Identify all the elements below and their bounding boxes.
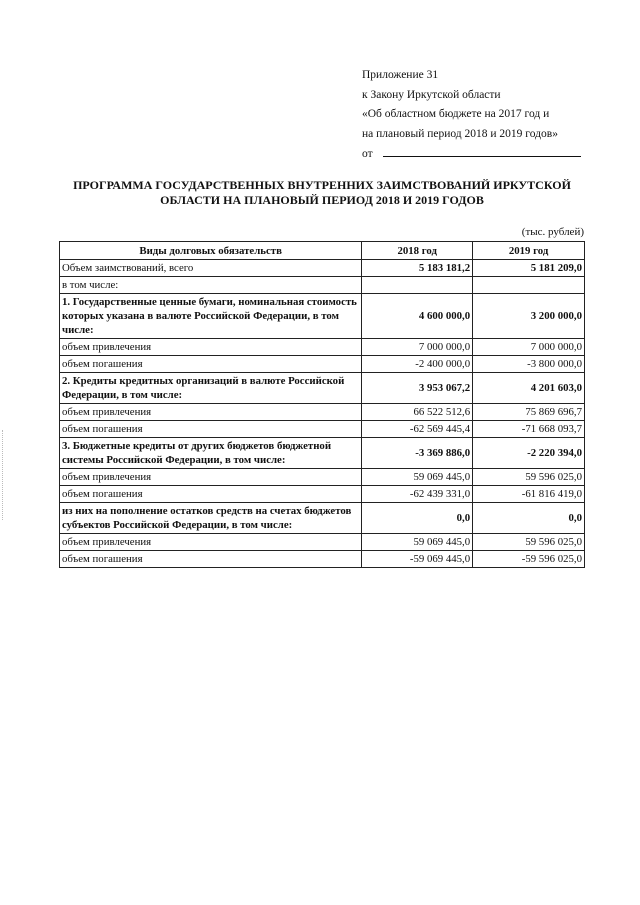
value-2019: -61 816 419,0 <box>473 486 585 503</box>
value-2018 <box>362 277 473 294</box>
title-line: ПРОГРАММА ГОСУДАРСТВЕННЫХ ВНУТРЕННИХ ЗАИМСТВОВАНИЙ ИРКУТСКОЙ <box>73 178 571 192</box>
header-2019: 2019 год <box>473 242 585 260</box>
row-name: объем погашения <box>60 551 362 568</box>
value-2018: -62 439 331,0 <box>362 486 473 503</box>
value-2018: 3 953 067,2 <box>362 373 473 404</box>
appendix-block <box>362 66 581 165</box>
appendix-date-line <box>362 144 581 165</box>
value-2019: 59 596 025,0 <box>473 534 585 551</box>
row-name: объем привлечения <box>60 404 362 421</box>
value-2018: 4 600 000,0 <box>362 294 473 339</box>
value-2018: -2 400 000,0 <box>362 356 473 373</box>
table-row <box>60 421 585 438</box>
header-debt-type: Виды долговых обязательств <box>60 242 362 260</box>
table-row <box>60 534 585 551</box>
value-2018: -3 369 886,0 <box>362 438 473 469</box>
row-name: в том числе: <box>60 277 362 294</box>
value-2018: 66 522 512,6 <box>362 404 473 421</box>
value-2019: -59 596 025,0 <box>473 551 585 568</box>
table-row <box>60 260 585 277</box>
row-name: 1. Государственные ценные бумаги, номинальная стоимость которых указана в валюте Российской Федерации, в том числе: <box>60 294 362 339</box>
row-name: объем привлечения <box>60 534 362 551</box>
value-2019: 3 200 000,0 <box>473 294 585 339</box>
value-2019: 5 181 209,0 <box>473 260 585 277</box>
table-row <box>60 469 585 486</box>
value-2019: -2 220 394,0 <box>473 438 585 469</box>
row-name: 3. Бюджетные кредиты от других бюджетов бюджетной системы Российской Федерации, в том числе: <box>60 438 362 469</box>
scan-margin-mark <box>2 430 4 520</box>
value-2019: 59 596 025,0 <box>473 469 585 486</box>
row-name: 2. Кредиты кредитных организаций в валюте Российской Федерации, в том числе: <box>60 373 362 404</box>
value-2019: 7 000 000,0 <box>473 339 585 356</box>
appendix-line: «Об областном бюджете на 2017 год и <box>362 108 550 120</box>
table-row <box>60 356 585 373</box>
appendix-line: на плановый период 2018 и 2019 годов» <box>362 127 558 140</box>
appendix-line: к Закону Иркутской области <box>362 88 501 101</box>
table-row <box>60 277 585 294</box>
table-row <box>60 294 585 339</box>
table-row <box>60 503 585 534</box>
value-2019: 4 201 603,0 <box>473 373 585 404</box>
document-title <box>60 178 584 208</box>
value-2018: 59 069 445,0 <box>362 534 473 551</box>
value-2018: 7 000 000,0 <box>362 339 473 356</box>
table-row <box>60 438 585 469</box>
value-2019: 75 869 696,7 <box>473 404 585 421</box>
value-2019: -71 668 093,7 <box>473 421 585 438</box>
units-label: (тыс. рублей) <box>521 226 584 238</box>
header-2018: 2018 год <box>362 242 473 260</box>
value-2019 <box>473 277 585 294</box>
row-name: объем погашения <box>60 486 362 503</box>
title-line: ОБЛАСТИ НА ПЛАНОВЫЙ ПЕРИОД 2018 И 2019 ГОДОВ <box>160 193 484 207</box>
appendix-date-prefix: от <box>362 148 373 160</box>
table-row <box>60 373 585 404</box>
row-name: Объем заимствований, всего <box>60 260 362 277</box>
borrowing-table <box>59 241 585 568</box>
row-name: объем погашения <box>60 356 362 373</box>
value-2019: -3 800 000,0 <box>473 356 585 373</box>
table-row <box>60 404 585 421</box>
value-2018: -59 069 445,0 <box>362 551 473 568</box>
appendix-line: Приложение 31 <box>362 69 439 81</box>
value-2018: -62 569 445,4 <box>362 421 473 438</box>
table-row <box>60 551 585 568</box>
value-2018: 5 183 181,2 <box>362 260 473 277</box>
row-name: объем привлечения <box>60 469 362 486</box>
row-name: объем погашения <box>60 421 362 438</box>
row-name: объем привлечения <box>60 339 362 356</box>
table-header-row <box>60 242 585 260</box>
table-row <box>60 339 585 356</box>
value-2019: 0,0 <box>473 503 585 534</box>
value-2018: 59 069 445,0 <box>362 469 473 486</box>
value-2018: 0,0 <box>362 503 473 534</box>
table-row <box>60 486 585 503</box>
row-name: из них на пополнение остатков средств на счетах бюджетов субъектов Российской Федерации, в том числе: <box>60 503 362 534</box>
date-blank-line <box>383 144 581 157</box>
